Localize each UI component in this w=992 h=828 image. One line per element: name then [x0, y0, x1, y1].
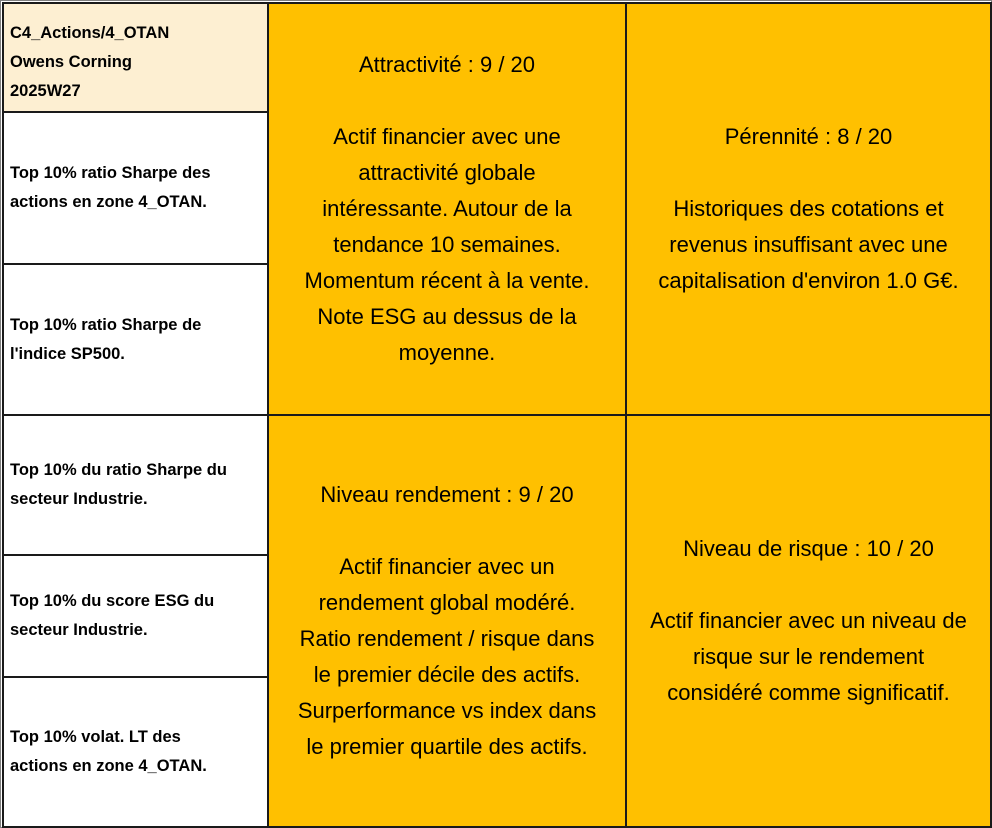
rendement-panel [267, 414, 627, 828]
badge-volatility [2, 676, 269, 828]
badge-label: Top 10% du ratio Sharpe du secteur Industrie. [10, 461, 227, 508]
badge-label: Top 10% volat. LT des actions en zone 4_OTAN. [10, 728, 207, 775]
rendement-description: Actif financier avec un rendement global modéré. Ratio rendement / risque dans le premier décile des actifs. Surperformance vs index dans le premier quartile des actifs. [297, 554, 597, 759]
badge-sharpe-zone [2, 111, 269, 265]
badge-sharpe-index [2, 263, 269, 416]
week-label: 2025W27 [10, 82, 81, 100]
attractivite-description: Actif financier avec une attractivité globale intéressante. Autour de la tendance 10 semaines. Momentum récent à la vente. Note ESG au dessus de la moyenne. [304, 124, 590, 365]
perennite-score: Pérennité : 8 / 20 [724, 124, 893, 149]
risque-score: Niveau de risque : 10 / 20 [683, 536, 934, 561]
perennite-description: Historiques des cotations et revenus insuffisant avec une capitalisation d'environ 1.0 G€. [658, 196, 959, 293]
category-label: C4_Actions/4_OTAN [10, 24, 170, 42]
badge-label: Top 10% du score ESG du secteur Industrie. [10, 592, 215, 639]
perennite-panel [625, 2, 992, 416]
attractivite-panel [267, 2, 627, 416]
risque-panel [625, 414, 992, 828]
rendement-score: Niveau rendement : 9 / 20 [320, 482, 574, 507]
badge-esg-sector [2, 554, 269, 678]
badge-label: Top 10% ratio Sharpe des actions en zone 4_OTAN. [10, 164, 211, 211]
badge-label: Top 10% ratio Sharpe de l'indice SP500. [10, 315, 202, 363]
attractivite-score: Attractivité : 9 / 20 [358, 52, 536, 77]
risque-description: Actif financier avec un niveau de risque sur le rendement considéré comme significatif. [650, 608, 967, 705]
asset-header [2, 2, 269, 113]
badge-sharpe-sector [2, 414, 269, 556]
company-name: Owens Corning [10, 53, 132, 71]
